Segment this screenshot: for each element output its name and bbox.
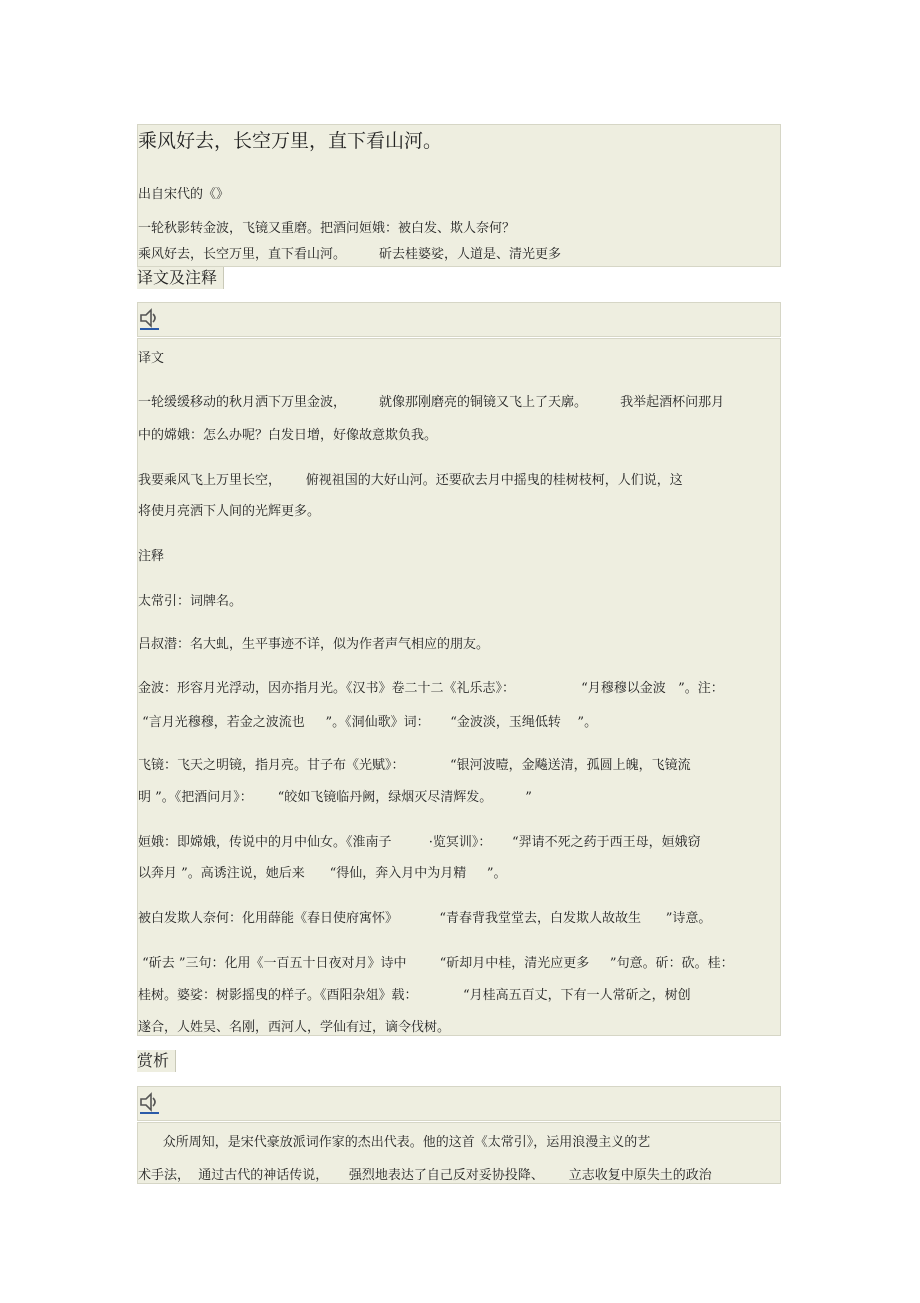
appreciation-line: 众所周知，是宋代豪放派词作家的杰出代表。他的这首《太常引》，运用浪漫主义的艺 bbox=[138, 1135, 651, 1150]
note-line: 遂合，人姓吴、名刚，西河人，学仙有过，谪令伐树。 bbox=[138, 1020, 451, 1035]
note-line: 姮娥：即嫦娥，传说中的月中仙女。《淮南子 ·览冥训》： “羿请不死之药于西王母，姮娥窃 bbox=[138, 835, 701, 850]
note-line: 飞镜：飞天之明镜，指月亮。甘子布《光赋》： “银河波曀，金飚送清，孤圆上魄，飞镜流 bbox=[138, 758, 691, 773]
note-line: “斫去 ”三句：化用《一百五十日夜对月》诗中 “斫却月中桂，清光应更多 ”句意。斫：砍。桂： bbox=[138, 956, 734, 971]
poem-line: 一轮秋影转金波，飞镜又重磨。把酒问姮娥：被白发、欺人奈何？ bbox=[138, 221, 516, 236]
note-line: 明 ”。《把酒问月》： “皎如飞镜临丹阙，绿烟灭尽清辉发。 ” bbox=[138, 790, 532, 805]
appreciation-panel bbox=[137, 1122, 781, 1184]
subheading-notes: 注释 bbox=[138, 549, 165, 564]
note-line: “言月光穆穆，若金之波流也 ”。《洞仙歌》词： “金波淡，玉绳低转 ”。 bbox=[138, 715, 598, 730]
translation-line: 中的嫦娥：怎么办呢？白发日增，好像故意欺负我。 bbox=[138, 428, 438, 443]
translation-panel bbox=[137, 338, 781, 1036]
poem-source[interactable]: 出自宋代的《》 bbox=[138, 187, 230, 202]
section-heading-translation[interactable]: 译文及注释 bbox=[137, 267, 224, 289]
note-line: 吕叔潜：名大虬，生平事迹不详，似为作者声气相应的朋友。 bbox=[138, 637, 490, 652]
poem-line: 乘风好去，长空万里，直下看山河。 斫去桂婆娑，人道是、清光更多 bbox=[138, 247, 562, 262]
note-line: 太常引：词牌名。 bbox=[138, 594, 243, 609]
translation-line: 将使月亮洒下人间的光辉更多。 bbox=[138, 504, 321, 519]
audio-bar bbox=[137, 302, 781, 337]
audio-bar bbox=[137, 1086, 781, 1121]
note-line: 桂树。婆娑：树影摇曳的样子。《酉阳杂俎》载： “月桂高五百丈，下有一人常斫之，树创 bbox=[138, 988, 691, 1003]
section-heading-appreciation[interactable]: 赏析 bbox=[137, 1050, 176, 1072]
poem-panel bbox=[137, 124, 781, 267]
note-line: 被白发欺人奈何：化用薛能《春日使府寓怀》 “青春背我堂堂去，白发欺人故故生 ”诗意。 bbox=[138, 911, 712, 926]
note-line: 以奔月 ”。高诱注说，她后来 “得仙，奔入月中为月精 ”。 bbox=[138, 866, 507, 881]
translation-line: 一轮缓缓移动的秋月洒下万里金波， 就像那刚磨亮的铜镜又飞上了天廓。 我举起酒杯问那月 bbox=[138, 395, 725, 410]
translation-line: 我要乘风飞上万里长空， 俯视祖国的大好山河。还要砍去月中摇曳的桂树枝柯，人们说，这 bbox=[138, 473, 683, 488]
note-line: 金波：形容月光浮动，因亦指月光。《汉书》卷二十二《礼乐志》： “月穆穆以金波 ”。注： bbox=[138, 681, 724, 696]
subheading-translation: 译文 bbox=[138, 351, 165, 366]
poem-title: 乘风好去，长空万里，直下看山河。 bbox=[138, 130, 443, 152]
appreciation-line: 术手法， 通过古代的神话传说， 强烈地表达了自己反对妥协投降、 立志收复中原失土的政治 bbox=[138, 1168, 712, 1183]
